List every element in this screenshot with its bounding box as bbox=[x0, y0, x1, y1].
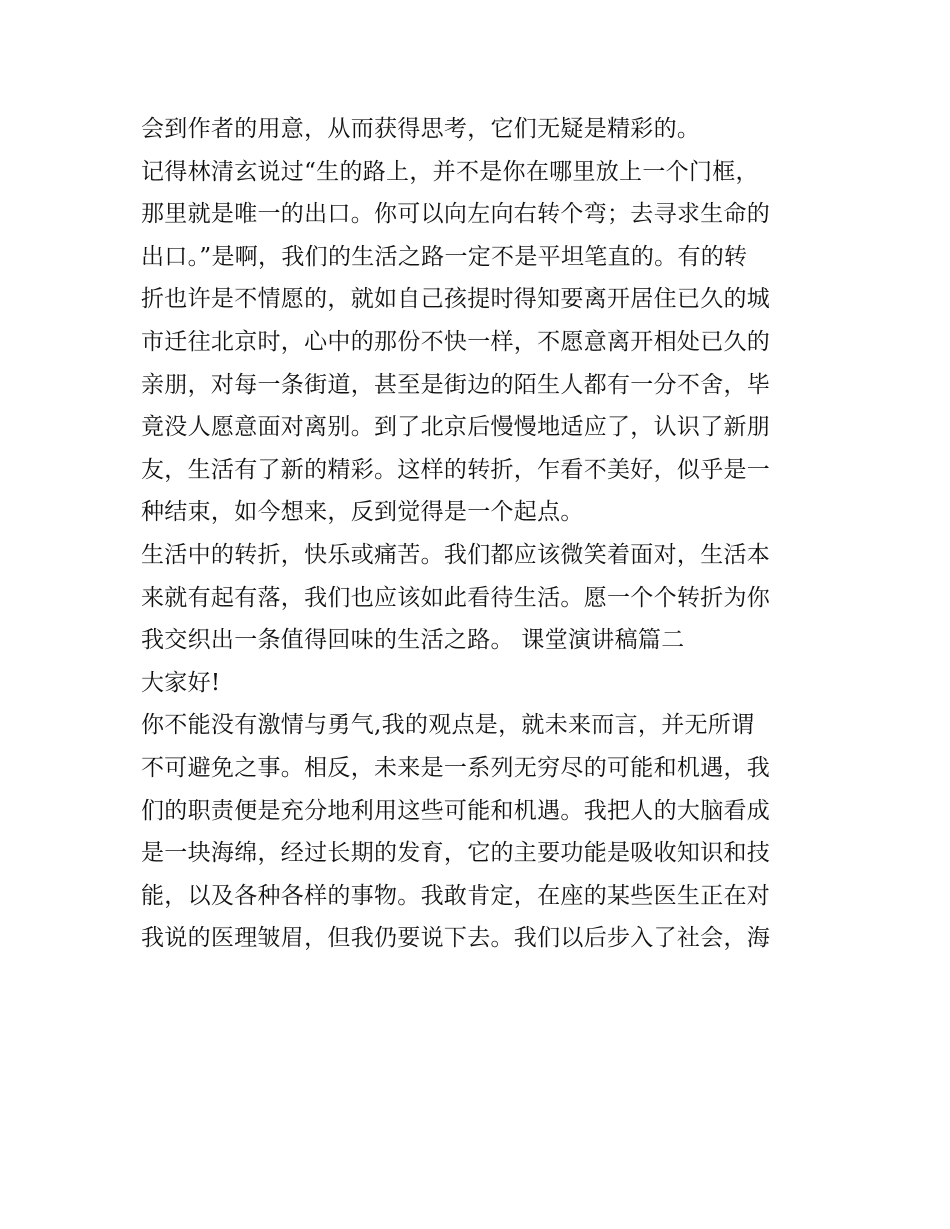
text-line: 你不能没有激情与勇气,我的观点是，就未来而言，并无所谓 bbox=[141, 712, 755, 739]
text-line: 出口。”是啊，我们的生活之路一定不是平坦笔直的。有的转 bbox=[141, 243, 748, 270]
text-line: 市迁往北京时，心中的那份不快一样，不愿意离开相处已久的 bbox=[141, 328, 771, 355]
text-line: 生活中的转折，快乐或痛苦。我们都应该微笑着面对，生活本 bbox=[141, 541, 771, 568]
text-line: 那里就是唯一的出口。你可以向左向右转个弯；去寻求生命的 bbox=[141, 201, 771, 228]
text-line: 能，以及各种各样的事物。我敢肯定，在座的某些医生正在对 bbox=[141, 882, 771, 909]
text-line: 竟没人愿意面对离别。到了北京后慢慢地适应了，认识了新朋 bbox=[141, 414, 771, 441]
text-line: 友，生活有了新的精彩。这样的转折，乍看不美好，似乎是一 bbox=[141, 456, 771, 483]
body-text bbox=[141, 108, 821, 960]
text-line: 来就有起有落，我们也应该如此看待生活。愿一个个转折为你 bbox=[141, 584, 771, 611]
text-line: 记得林清玄说过“生的路上，并不是你在哪里放上一个门框， bbox=[141, 158, 759, 185]
text-line: 们的职责便是充分地利用这些可能和机遇。我把人的大脑看成 bbox=[141, 797, 771, 824]
text-line: 亲朋，对每一条街道，甚至是街边的陌生人都有一分不舍，毕 bbox=[141, 371, 771, 398]
greeting-line: 大家好! bbox=[141, 669, 221, 696]
text-line: 折也许是不情愿的，就如自己孩提时得知要离开居住已久的城 bbox=[141, 286, 771, 313]
text-line: 会到作者的用意，从而获得思考，它们无疑是精彩的。 bbox=[141, 116, 701, 142]
text-line: 不可避免之事。相反，未来是一系列无穷尽的可能和机遇，我 bbox=[141, 754, 771, 781]
text-line: 是一块海绵，经过长期的发育，它的主要功能是吸收知识和技 bbox=[141, 840, 771, 867]
text-line: 种结束，如今想来，反到觉得是一个起点。 bbox=[141, 499, 584, 526]
text-line: 我说的医理皱眉，但我仍要说下去。我们以后步入了社会，海 bbox=[141, 925, 771, 952]
text-line: 我交织出一条值得回味的生活之路。 课堂演讲稿篇二 bbox=[141, 627, 685, 654]
